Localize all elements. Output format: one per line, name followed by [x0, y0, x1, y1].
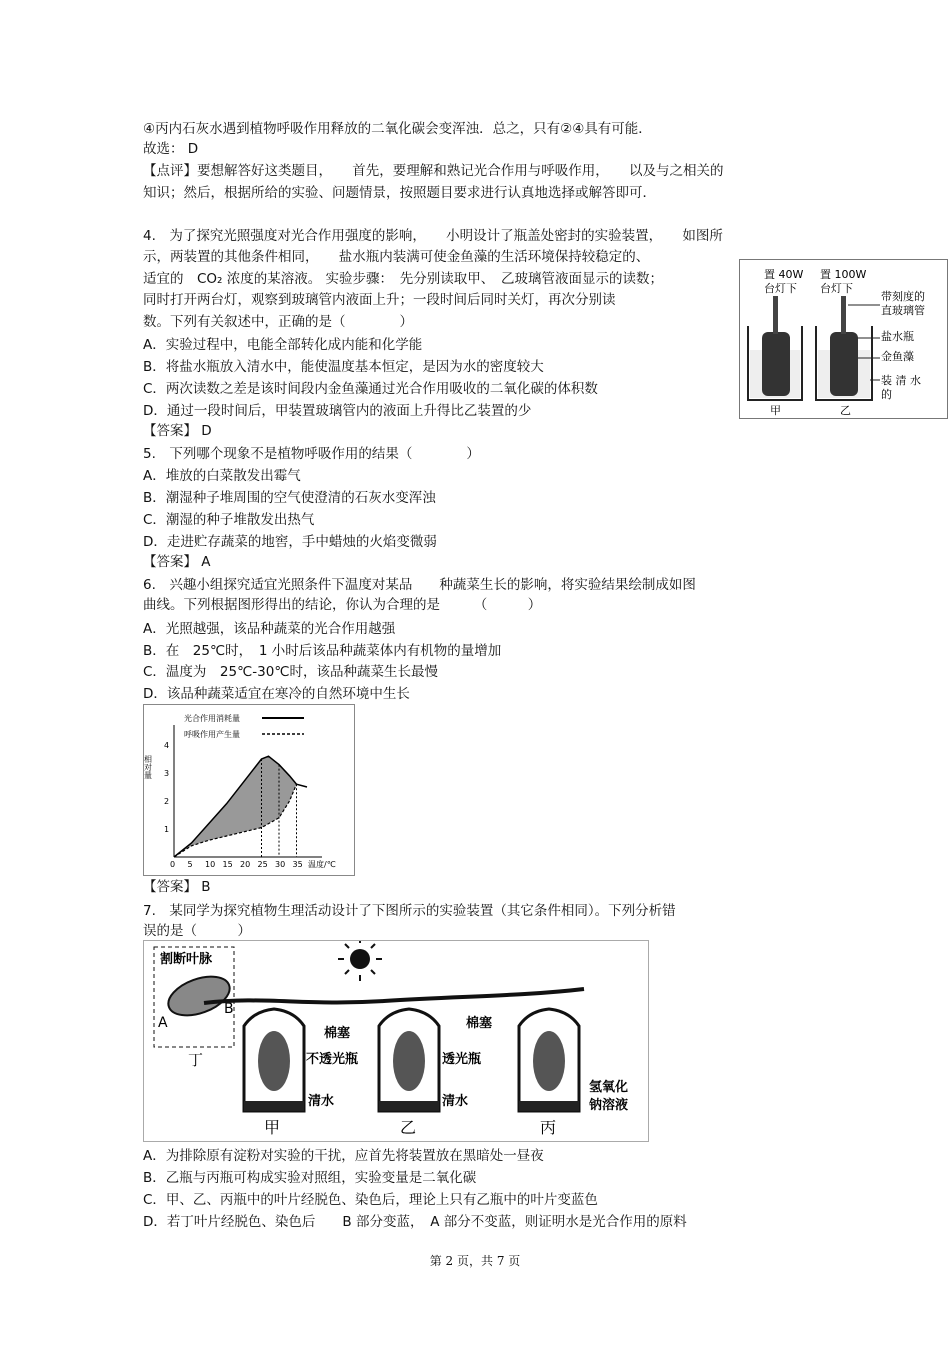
- label-b: B: [224, 1001, 234, 1017]
- label-water-2: 的: [881, 388, 892, 401]
- option-d: D．若丁叶片经脱色、染色后 B 部分变蓝， A 部分不变蓝，则证明水是光合作用的原料: [143, 1214, 687, 1230]
- option-b: B．在 25℃时， 1 小时后该品种蔬菜体内有机物的量增加: [143, 643, 502, 659]
- y-tick-label: 2: [164, 797, 170, 806]
- label-opaque-bottle: 不透光瓶: [306, 1052, 359, 1067]
- label-tube: 带刻度的: [881, 290, 925, 303]
- y-axis-label: 相对量: [144, 755, 153, 779]
- x-tick-label: 30: [275, 860, 286, 869]
- caption-ding: 丁: [188, 1051, 204, 1069]
- label-water: 装 清 水: [881, 374, 921, 387]
- option-a: A．堆放的白菜散发出霉气: [143, 468, 301, 484]
- text-line: 故选： D: [143, 141, 199, 157]
- x-tick-label: 25: [257, 860, 268, 869]
- x-tick-label: 35: [292, 860, 303, 869]
- option-c: C．潮湿的种子堆散发出热气: [143, 512, 315, 528]
- legend-respiration: 呼吸作用产生量: [184, 730, 240, 739]
- apparatus-figure-q4: [739, 259, 948, 419]
- option-b: B．潮湿种子堆周围的空气使澄清的石灰水变浑浊: [143, 490, 436, 506]
- caption-jia: 甲: [264, 1118, 281, 1137]
- label-lamp-right-2: 台灯下: [820, 282, 853, 295]
- question-6-stem: 曲线。下列根据图形得出的结论，你认为合理的是 （ ）: [143, 597, 542, 613]
- option-a: A．实验过程中，电能全部转化成内能和化学能: [143, 337, 423, 353]
- option-a: A．为排除原有淀粉对实验的干扰，应首先将装置放在黑暗处一昼夜: [143, 1148, 544, 1164]
- label-cut-vein: 割断叶脉: [160, 952, 213, 967]
- caption-bing: 丙: [540, 1118, 557, 1137]
- y-tick-label: 3: [164, 769, 170, 778]
- text-line: 【点评】要想解答好这类题目， 首先，要理解和熟记光合作用与呼吸作用， 以及与之相关的: [143, 163, 724, 179]
- x-tick-label: 10: [205, 860, 216, 869]
- option-c: C．甲、乙、丙瓶中的叶片经脱色、染色后，理论上只有乙瓶中的叶片变蓝色: [143, 1192, 598, 1208]
- question-4-stem: 4. 为了探究光照强度对光合作用强度的影响， 小明设计了瓶盖处密封的实验装置， 如图所: [143, 228, 723, 244]
- label-a: A: [158, 1015, 168, 1031]
- answer: 【答案】 D: [143, 423, 212, 439]
- label-water-1: 清水: [308, 1094, 335, 1109]
- answer: 【答案】 B: [143, 879, 211, 895]
- question-4-stem: 同时打开两台灯，观察到玻璃管内液面上升；一段时间后同时关灯，再次分别读: [143, 292, 616, 308]
- question-4-stem: 适宜的 CO₂ 浓度的某溶液。 实验步骤： 先分别读取甲、 乙玻璃管液面显示的读数；: [143, 271, 664, 287]
- caption-jia: 甲: [770, 404, 781, 417]
- label-lamp-left: 置 40W: [764, 268, 804, 281]
- y-tick-label: 4: [164, 741, 170, 750]
- x-axis-label: 温度/℃: [308, 860, 336, 869]
- option-c: C．温度为 25℃-30℃时，该品种蔬菜生长最慢: [143, 664, 438, 680]
- text-line: 知识；然后，根据所给的实验、问题情景，按照题目要求进行认真地选择或解答即可．: [143, 185, 656, 201]
- x-tick-label: 15: [222, 860, 233, 869]
- label-bottle: 盐水瓶: [881, 330, 914, 343]
- question-5-stem: 5. 下列哪个现象不是植物呼吸作用的结果（ ）: [143, 446, 480, 462]
- option-c: C．两次读数之差是该时间段内金鱼藻通过光合作用吸收的二氧化碳的体积数: [143, 381, 598, 397]
- question-7-stem: 误的是（ ）: [143, 923, 251, 939]
- page-footer: 第 2 页，共 7 页: [429, 1254, 521, 1268]
- label-alga: 金鱼藻: [881, 350, 914, 363]
- label-lamp-right: 置 100W: [820, 268, 867, 281]
- x-tick-label: 20: [240, 860, 251, 869]
- option-d: D．走进贮存蔬菜的地窖，手中蜡烛的火焰变微弱: [143, 534, 437, 550]
- option-b: B．乙瓶与丙瓶可构成实验对照组，实验变量是二氧化碳: [143, 1170, 477, 1186]
- legend-photosynthesis: 光合作用消耗量: [184, 714, 240, 723]
- text-line: ④丙内石灰水遇到植物呼吸作用释放的二氧化碳会变浑浊．总之，只有②④具有可能．: [143, 121, 652, 137]
- chart-q6: [143, 704, 355, 876]
- caption-yi: 乙: [400, 1118, 417, 1137]
- question-4-stem: 数。下列有关叙述中，正确的是（ ）: [143, 314, 413, 330]
- label-clear-bottle: 透光瓶: [442, 1052, 482, 1067]
- x-tick-label: 5: [187, 860, 193, 869]
- label-tube-2: 直玻璃管: [881, 304, 925, 317]
- label-lamp-left-2: 台灯下: [764, 282, 797, 295]
- question-4-stem: 示，两装置的其他条件相同， 盐水瓶内装满可使金鱼藻的生活环境保持较稳定的、: [143, 249, 650, 265]
- label-naoh-2: 钠溶液: [589, 1098, 629, 1113]
- question-6-stem: 6. 兴趣小组探究适宜光照条件下温度对某品 种蔬菜生长的影响，将实验结果绘制成如图: [143, 577, 696, 593]
- apparatus-figure-q7: [143, 940, 649, 1142]
- answer: 【答案】 A: [143, 554, 211, 570]
- option-a: A．光照越强，该品种蔬菜的光合作用越强: [143, 621, 396, 637]
- label-naoh: 氢氧化: [589, 1080, 629, 1095]
- label-water-2: 清水: [442, 1094, 469, 1109]
- option-d: D．该品种蔬菜适宜在寒冷的自然环境中生长: [143, 686, 410, 702]
- option-d: D．通过一段时间后，甲装置玻璃管内的液面上升得比乙装置的少: [143, 403, 532, 419]
- label-cotton-1: 棉塞: [324, 1026, 351, 1041]
- option-b: B．将盐水瓶放入清水中，能使温度基本恒定，是因为水的密度较大: [143, 359, 544, 375]
- question-7-stem: 7. 某同学为探究植物生理活动设计了下图所示的实验装置（其它条件相同）。下列分析错: [143, 903, 676, 919]
- x-tick-label: 0: [170, 860, 176, 869]
- caption-yi: 乙: [840, 404, 851, 417]
- y-tick-label: 1: [164, 825, 170, 834]
- label-cotton-2: 棉塞: [466, 1016, 493, 1031]
